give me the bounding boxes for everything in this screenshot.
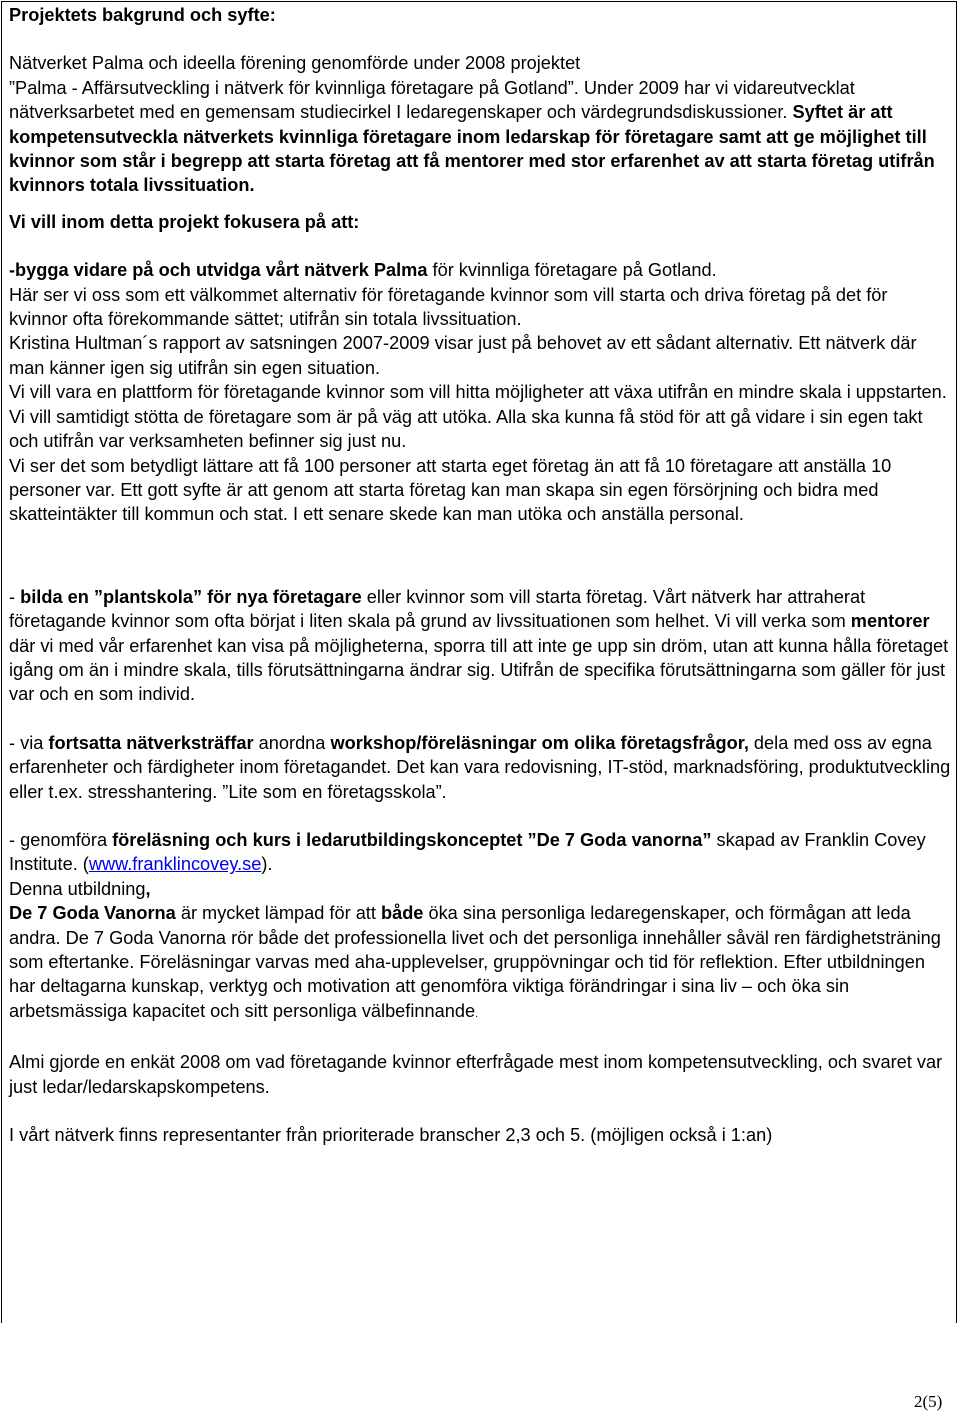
course-bade-bold: både — [380, 903, 424, 924]
network-line-4: Vi vill vara en plattform för företagande kvinnor som vill hitta möjligheter att växa utifrån en mindre skala i uppstarten. Vi vill samtidigt stötta de företagare som är på väg att utöka. Alla ska kunna få stöd för att gå vidare i sin egen takt och utifrån var verksamheten befinner sig just nu. — [9, 382, 947, 452]
course-line-2: Denna utbildning — [9, 878, 146, 899]
course-pre: - genomföra — [9, 829, 113, 850]
intro-project-name: ”Palma - Affärsutveckling i nätverk för kvinnliga företagare på Gotland”. Under 2009 har vi vidareutvecklat nätverksarbetet med en gemensam studiecirkel I ledaregenskaper och värdegrundsdiskussioner. — [9, 77, 855, 123]
course-rest-2: ). — [261, 854, 273, 875]
course-bold: föreläsning och kurs i ledarutbildingskonceptet ”De 7 Goda vanorna” — [112, 829, 712, 850]
network-line-5: Vi ser det som betydligt lättare att få 100 personer att starta eget företag än att få 10 företagare att anställa 10 personer var. Ett gott syfte är att genom att starta företag kan man skapa sin egen försörjning och bidra med skatteintäkter till kommun och stat. I ett senare skede kan man utöka och anställa personal. — [9, 455, 892, 525]
intro-line-1: Nätverket Palma och ideella förening genomförde under 2008 projektet — [9, 53, 581, 74]
network-bold-lead: -bygga vidare på och utvidga vårt nätverk Palma — [9, 260, 428, 281]
intro-purpose: Syftet är att kompetensutveckla nätverkets kvinnliga företagare inom ledarskap för företagare samt att ge möjlighet till kvinnor som står i begrepp att starta företag att få mentorer med stor erfarenhet av att starta företag utifrån kvinnors totala livssituation. — [9, 102, 935, 196]
section-title: Projektets bakgrund och syfte: — [9, 5, 276, 25]
section-workshops — [9, 731, 951, 804]
course-line-3-b: öka sina personliga ledaregenskaper, och förmågan att leda andra. De 7 Goda Vanorna rör både det professionella livet och det personliga innehåller såväl ren färdighetsträning som eftertanke. Föreläsningar varvas med aha-upplevelser, gruppövningar och tid för reflektion. Efter utbildningen har deltagarna kunskap, verktyg och motivation att genomföra viktiga förändringar i sina liv – och öka sin arbetsmässiga kapacitet och sitt personliga välbefinnande — [9, 903, 941, 1021]
workshops-bold-2: workshop/föreläsningar om olika företagsfrågor, — [330, 732, 749, 753]
plantskola-bold: bilda en ”plantskola” för nya företagare — [20, 586, 362, 607]
network-lead-rest: för kvinnliga företagare på Gotland. — [427, 260, 717, 281]
course-rest-1: skapad av Franklin Covey Institute. ( — [9, 829, 926, 875]
focus-heading: Vi vill inom detta projekt fokusera på att: — [9, 211, 360, 232]
course-line-2-comma: , — [145, 878, 151, 899]
workshops-bold-1: fortsatta nätverksträffar — [48, 732, 254, 753]
almi-paragraph: Almi gjorde en enkät 2008 om vad företagande kvinnor efterfrågade mest inom kompetensutveckling, och svaret var just ledar/ledarskapskompetens. — [9, 1052, 943, 1097]
section-course — [9, 828, 951, 1026]
franklincovey-link[interactable]: www.franklincovey.se — [88, 854, 262, 875]
workshops-mid: anordna — [253, 732, 331, 753]
document-body — [9, 3, 951, 1147]
network-line-2: Här ser vi oss som ett välkommet alternativ för företagande kvinnor som vill starta och driva företag på det för kvinnor ofta förekommande sättet; utifrån sin totala livssituation. — [9, 284, 888, 330]
page-number: 2(5) — [914, 1392, 943, 1411]
plantskola-text-1: eller kvinnor som vill starta företag. Vårt nätverk har attraherat företagande kvinnor som ofta börjat i liten skala på grund av livssituationen som helhet. Vi vill verka som — [9, 586, 866, 632]
network-line-3: Kristina Hultman´s rapport av satsningen 2007-2009 visar just på behovet av ett sådant alternativ. Ett nätverk där man känner igen sig utifrån sin egen situation. — [9, 333, 917, 378]
course-7-vanorna-bold: De 7 Goda Vanorna — [9, 903, 176, 924]
mentorer-bold: mentorer — [850, 611, 930, 632]
section-plantskola — [9, 585, 951, 707]
plantskola-text-2: där vi med vår erfarenhet kan visa på möjligheterna, sporra till att inte ge upp sin dröm, utan att kunna hålla företaget igång om än i mindre skala, tills förutsättningarna ändrar sig. Utifrån de specifika förutsättningarna som gäller för just var och en som individ. — [9, 635, 949, 705]
plantskola-dash: - — [9, 586, 21, 607]
intro-paragraph — [9, 51, 951, 197]
workshops-pre: - via — [9, 732, 49, 753]
branscher-paragraph: I vårt nätverk finns representanter från prioriterade branscher 2,3 och 5. (möjligen också i 1:an) — [9, 1125, 773, 1146]
course-line-3-a: är mycket lämpad för att — [175, 903, 381, 924]
section-network — [9, 258, 951, 526]
course-end-dot: . — [475, 1007, 479, 1020]
workshops-rest: dela med oss av egna erfarenheter och färdigheter inom företagandet. Det kan vara redovisning, IT-stöd, marknadsföring, produktutveckling eller t.ex. stresshantering. ”Lite som en företagsskola”. — [9, 732, 951, 802]
